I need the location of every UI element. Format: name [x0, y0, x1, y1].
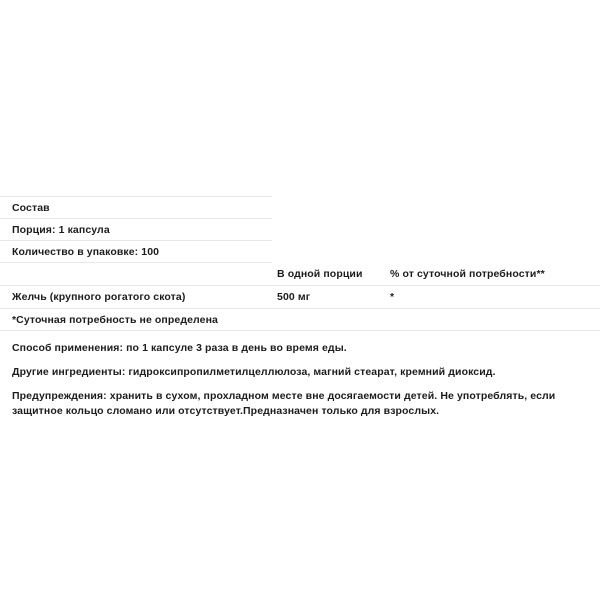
warnings-text: Предупреждения: хранить в сухом, прохладном месте вне досягаемости детей. Не употреблять, если защитное кольцо сломано или отсутствует.Предназначен только для взрослых. [12, 390, 556, 417]
supplement-facts-label [0, 196, 600, 419]
nutrient-name: Желчь (крупного рогатого скота) [0, 286, 277, 309]
header-amount-per-serving: В одной порции [277, 263, 390, 286]
serving-info-list [0, 196, 272, 263]
daily-value-footnote: *Суточная потребность не определена [0, 309, 600, 331]
table-row [0, 286, 600, 309]
table-footnote-row [0, 309, 600, 331]
info-row-servings-per-container: Количество в упаковке: 100 [0, 241, 272, 263]
info-row-serving-size: Порция: 1 капсула [0, 219, 272, 241]
info-row-composition: Состав [0, 197, 272, 219]
label-paragraphs [0, 341, 600, 419]
directions-text: Способ применения: по 1 капсуле 3 раза в день во время еды. [12, 342, 347, 354]
nutrient-table [0, 263, 600, 331]
header-nutrient-name [0, 263, 277, 286]
nutrient-amount: 500 мг [277, 286, 390, 309]
other-ingredients-text: Другие ингредиенты: гидроксипропилметилцеллюлоза, магний стеарат, кремний диоксид. [12, 366, 496, 378]
nutrient-daily-value: * [390, 286, 600, 309]
table-header-row [0, 263, 600, 286]
header-daily-value: % от суточной потребности** [390, 263, 600, 286]
